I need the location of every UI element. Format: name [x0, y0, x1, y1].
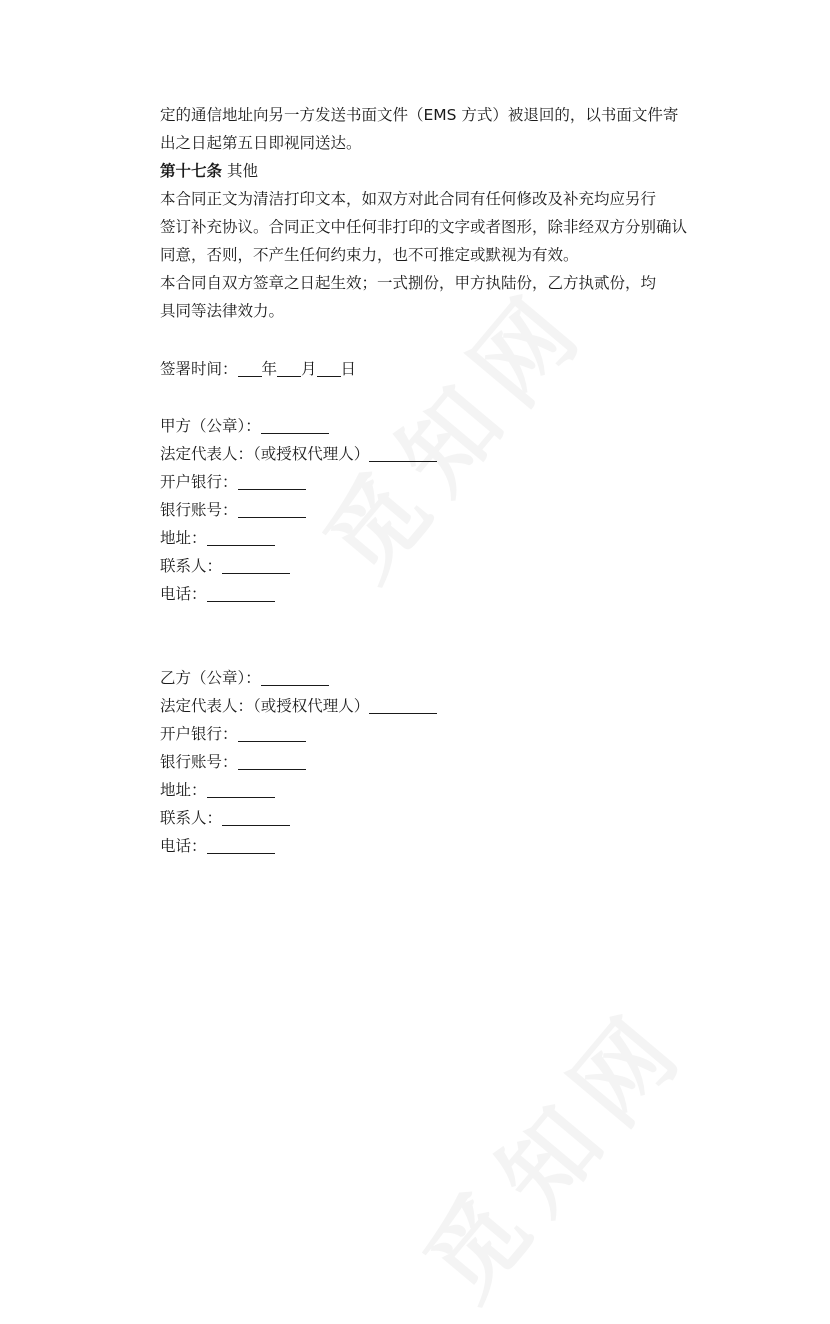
party-b-phone-row — [160, 832, 437, 860]
party-b-representative-row — [160, 692, 437, 720]
party-b-bank-blank[interactable] — [238, 723, 306, 742]
party-b-address-row — [160, 776, 437, 804]
party-a-bank-blank[interactable] — [238, 471, 306, 490]
party-b-address-blank[interactable] — [207, 779, 275, 798]
party-b-phone-blank[interactable] — [207, 835, 275, 854]
party-a-seal-row — [160, 412, 437, 440]
party-b-contact-blank[interactable] — [222, 807, 290, 826]
article-title: 其他 — [222, 162, 258, 180]
article-17 — [160, 157, 700, 325]
party-a-address-blank[interactable] — [207, 527, 275, 546]
article-heading — [160, 157, 700, 185]
article-number: 第十七条 — [160, 162, 223, 180]
party-a-seal-blank[interactable] — [261, 415, 329, 434]
party-a-representative-row — [160, 440, 437, 468]
field-label: 地址： — [160, 529, 207, 547]
signing-time — [160, 355, 356, 383]
field-label: 法定代表人：（或授权代理人） — [160, 697, 370, 715]
continuation-paragraph — [160, 101, 700, 157]
watermark — [389, 973, 714, 1323]
field-label: 联系人： — [160, 809, 223, 827]
party-a-contact-row — [160, 552, 437, 580]
text-line: 定的通信地址向另一方发送书面文件（EMS 方式）被退回的，以书面文件寄 — [160, 106, 679, 124]
day-blank[interactable] — [317, 358, 341, 377]
text-line: 具同等法律效力。 — [160, 302, 285, 320]
party-b-representative-blank[interactable] — [369, 695, 437, 714]
field-label: 电话： — [160, 585, 207, 603]
party-a-account-row — [160, 496, 437, 524]
party-b-account-blank[interactable] — [238, 751, 306, 770]
field-label: 乙方（公章）： — [160, 669, 261, 687]
text-line: 本合同正文为清洁打印文本，如双方对此合同有任何修改及补充均应另行 — [160, 190, 657, 208]
party-b-account-row — [160, 748, 437, 776]
field-label: 电话： — [160, 837, 207, 855]
month-blank[interactable] — [277, 358, 301, 377]
field-label: 开户银行： — [160, 725, 238, 743]
field-label: 银行账号： — [160, 501, 238, 519]
day-label: 日 — [340, 360, 357, 378]
party-a-block — [160, 412, 437, 608]
text-line: 签订补充协议。合同正文中任何非打印的文字或者图形，除非经双方分别确认 — [160, 218, 688, 236]
year-label: 年 — [261, 360, 278, 378]
text-line: 同意，否则，不产生任何约束力，也不可推定或默视为有效。 — [160, 246, 579, 264]
party-a-contact-blank[interactable] — [222, 555, 290, 574]
party-a-representative-blank[interactable] — [369, 443, 437, 462]
party-b-seal-row — [160, 664, 437, 692]
field-label: 法定代表人：（或授权代理人） — [160, 445, 370, 463]
party-b-bank-row — [160, 720, 437, 748]
text-line: 本合同自双方签章之日起生效；一式捌份，甲方执陆份，乙方执贰份，均 — [160, 274, 657, 292]
party-a-account-blank[interactable] — [238, 499, 306, 518]
field-label: 银行账号： — [160, 753, 238, 771]
field-label: 联系人： — [160, 557, 223, 575]
party-a-phone-row — [160, 580, 437, 608]
text-line: 出之日起第五日即视同送达。 — [160, 134, 362, 152]
field-label: 开户银行： — [160, 473, 238, 491]
party-b-contact-row — [160, 804, 437, 832]
party-a-bank-row — [160, 468, 437, 496]
signing-label: 签署时间： — [160, 360, 238, 378]
party-a-phone-blank[interactable] — [207, 583, 275, 602]
year-blank[interactable] — [238, 358, 262, 377]
party-b-seal-blank[interactable] — [261, 667, 329, 686]
party-b-block — [160, 664, 437, 860]
field-label: 地址： — [160, 781, 207, 799]
party-a-address-row — [160, 524, 437, 552]
field-label: 甲方（公章）： — [160, 417, 261, 435]
month-label: 月 — [301, 360, 317, 378]
